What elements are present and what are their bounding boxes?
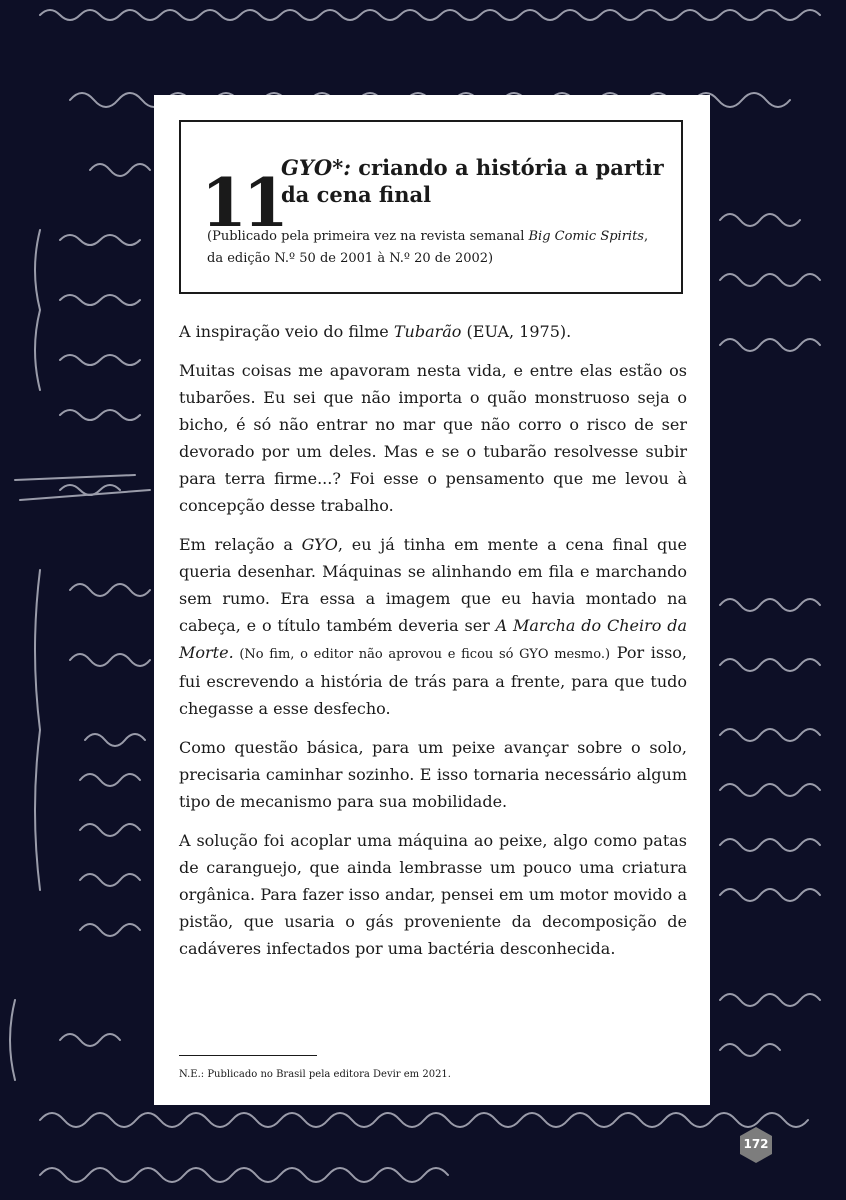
- pub-note-suffix: , da edição N.º 50 de 2001 à N.º 20 de 2002): [207, 229, 649, 266]
- p3-text-b: , eu já tinha em mente a cena final que queria desenhar. Máquinas se alinhando em fila e marchando sem rumo. Era essa a imagem que eu havia montado na cabeça, e o título também deveria ser: [179, 535, 687, 635]
- chapter-title-gyo: GYO*:: [281, 155, 351, 180]
- p3-text-c: Por isso, fui escrevendo a história de trás para a frente, para que tudo chegasse a esse desfecho.: [179, 643, 688, 718]
- chapter-number: 11: [201, 164, 285, 242]
- paragraph-2: Muitas coisas me apavoram nesta vida, e entre elas estão os tubarões. Eu sei que não importa o quão monstruoso seja o bicho, é só não entrar no mar que não corro o risco de ser devorado por um deles. Mas e se o tubarão resolvesse subir para terra firme...? Foi esse o pensamento que me levou à concepção desse trabalho.: [179, 361, 687, 515]
- chapter-title-rest: criando a história a partir da cena final: [281, 155, 664, 207]
- paragraph-1: [179, 318, 687, 345]
- page-number: 172: [743, 1137, 769, 1151]
- paragraph-5: A solução foi acoplar uma máquina ao peixe, algo como patas de caranguejo, que ainda lembrasse um pouco uma criatura orgânica. Para fazer isso andar, pensei em um motor movido a pistão, que usaria o gás proveniente da decomposição de cadáveres infectados por uma bactéria desconhecida.: [179, 831, 687, 958]
- publication-note: [207, 226, 667, 270]
- p3-parenthetical: (No fim, o editor não aprovou e ficou só GYO mesmo.): [233, 647, 611, 662]
- paragraph-4: Como questão básica, para um peixe avançar sobre o solo, precisaria caminhar sozinho. E isso tornaria necessário algum tipo de mecanismo para sua mobilidade.: [179, 738, 687, 811]
- pub-note-prefix: (Publicado pela primeira vez na revista semanal: [207, 229, 529, 244]
- footnote-divider: [179, 1055, 317, 1056]
- p1-text-b: (EUA, 1975).: [461, 322, 572, 341]
- p3-gyo: GYO: [301, 535, 338, 554]
- pub-note-magazine: Big Comic Spirits: [528, 229, 644, 244]
- chapter-title: [281, 154, 671, 208]
- body-text: [179, 318, 687, 974]
- p1-film-title: Tubarão: [393, 322, 462, 341]
- paragraph-3: [179, 531, 687, 722]
- p3-text-a: Em relação a: [179, 535, 302, 554]
- p1-text-a: A inspiração veio do filme: [179, 322, 394, 341]
- footnote: N.E.: Publicado no Brasil pela editora Devir em 2021.: [179, 1069, 451, 1080]
- chapter-header-box: [179, 120, 683, 294]
- text-panel: [154, 95, 710, 1105]
- p3-working-title: A Marcha do Cheiro da Morte.: [179, 616, 687, 662]
